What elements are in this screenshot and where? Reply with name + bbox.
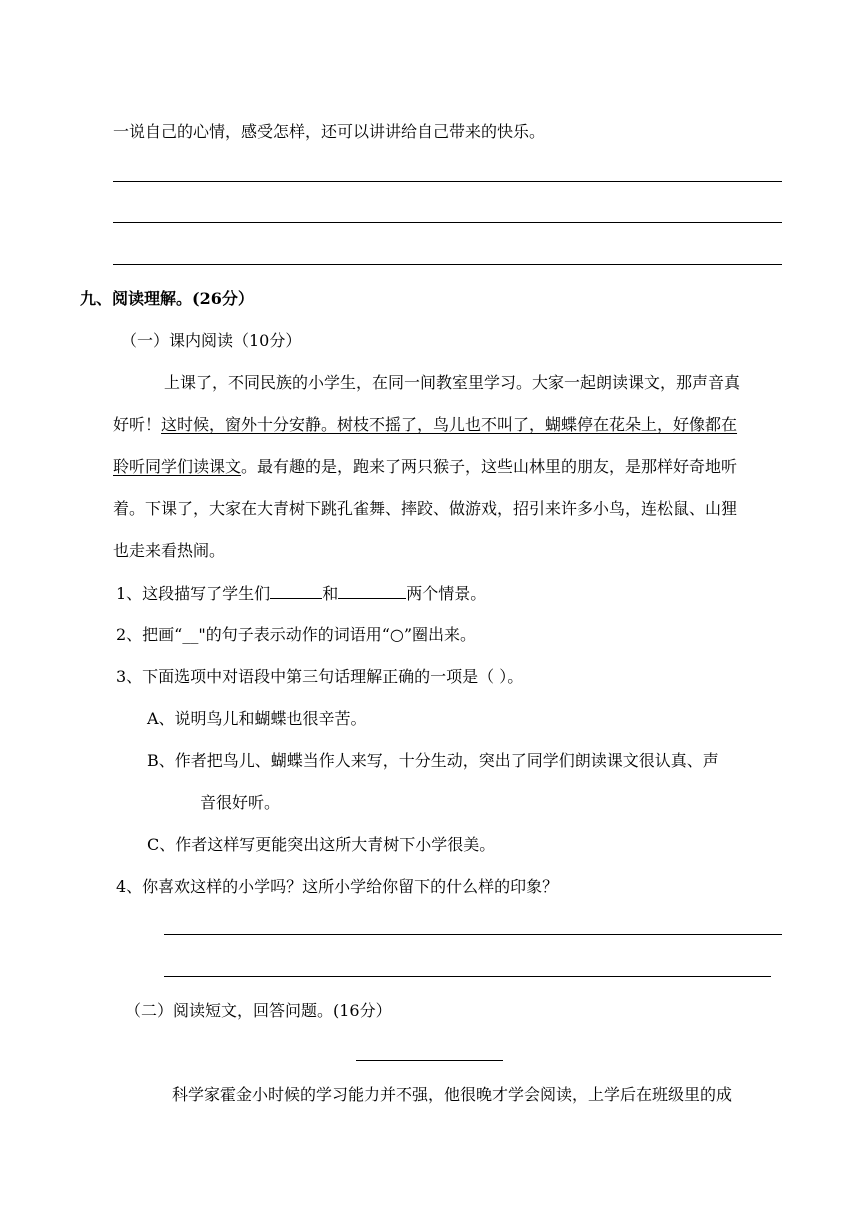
passage-text: 。最有趣的是，跑来了两只猴子，这些山林里的朋友，是那样好奇地听: [241, 457, 738, 476]
answer-line: [164, 934, 782, 935]
passage-line: 也走来看热闹。: [113, 541, 226, 560]
part2-label: （二）阅读短文，回答问题。(16分）: [125, 1001, 392, 1020]
fill-blank[interactable]: [270, 582, 322, 599]
underlined-sentence: 这时候，窗外十分安静。树枝不摇了，鸟儿也不叫了，蝴蝶停在花朵上，好像都在: [161, 415, 738, 434]
option-b-continuation: 音很好听。: [200, 793, 281, 812]
passage-line: [113, 414, 737, 436]
question-3: 3、下面选项中对语段中第三句话理解正确的一项是（ ）。: [116, 667, 524, 686]
answer-line: [164, 976, 771, 977]
passage-text: 好听！: [113, 415, 162, 434]
option-a: A、说明鸟儿和蝴蝶也很辛苦。: [147, 709, 367, 728]
passage-line: 着。下课了，大家在大青树下跳孔雀舞、摔跤、做游戏，招引来许多小鸟，连松鼠、山狸: [113, 499, 738, 518]
question-text: 1、这段描写了学生们: [116, 584, 271, 603]
section9-heading: 九、阅读理解。(26分）: [80, 289, 254, 308]
title-blank-line: [356, 1060, 503, 1061]
answer-line: [113, 181, 782, 182]
passage-line: 上课了，不同民族的小学生，在同一间教室里学习。大家一起朗读课文，那声音真: [164, 373, 741, 392]
option-c: C、作者这样写更能突出这所大青树下小学很美。: [147, 835, 496, 854]
underlined-sentence: 聆听同学们读课文: [113, 457, 242, 476]
passage-line: 科学家霍金小时候的学习能力并不强，他很晚才学会阅读，上学后在班级里的成: [172, 1085, 733, 1104]
answer-line: [113, 222, 782, 223]
passage-line: [113, 456, 737, 478]
question-1: [116, 582, 486, 605]
fill-blank[interactable]: [338, 582, 406, 599]
question-2: 2、把画“__"的句子表示动作的词语用“○”圈出来。: [116, 625, 477, 644]
question-text: 和: [322, 584, 339, 603]
question-4: 4、你喜欢这样的小学吗？这所小学给你留下的什么样的印象？: [116, 877, 559, 896]
question-text: 两个情景。: [406, 584, 487, 603]
section8-continuation: 一说自己的心情，感受怎样，还可以讲讲给自己带来的快乐。: [113, 122, 546, 141]
part1-label: （一）课内阅读（10分）: [121, 331, 302, 350]
option-b: B、作者把鸟儿、蝴蝶当作人来写，十分生动，突出了同学们朗读课文很认真、声: [147, 751, 719, 770]
answer-line: [113, 264, 782, 265]
